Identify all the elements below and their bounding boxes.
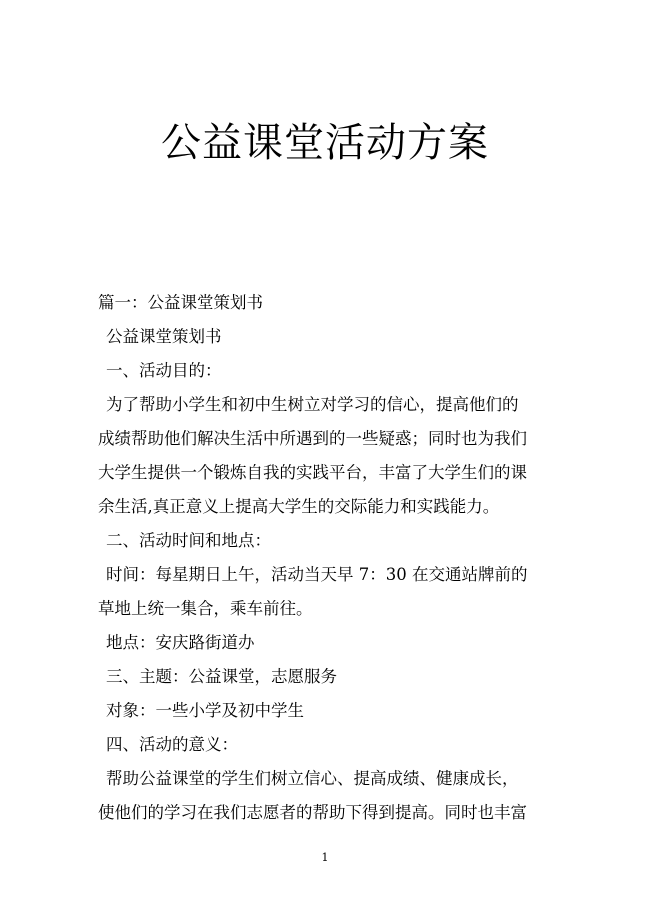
paragraph-line: 余生活,真正意义上提高大学生的交际能力和实践能力。	[98, 497, 500, 516]
section-heading-time-place: 二、活动时间和地点：	[106, 531, 271, 550]
paragraph-line: 帮助公益课堂的学生们树立信心、提高成绩、健康成长，	[106, 769, 519, 788]
paragraph-line: 时间：每星期日上午，活动当天早 7：30 在交通站牌前的	[106, 565, 528, 584]
audience-line: 对象：一些小学及初中学生	[106, 701, 304, 720]
document-body	[98, 286, 558, 830]
subtitle-line: 公益课堂策划书	[106, 327, 222, 346]
section-heading-part1: 篇一：公益课堂策划书	[98, 293, 263, 312]
section-heading-significance: 四、活动的意义：	[106, 735, 238, 754]
paragraph-line: 为了帮助小学生和初中生树立对学习的信心，提高他们的	[106, 395, 519, 414]
paragraph-line: 大学生提供一个锻炼自我的实践平台，丰富了大学生们的课	[98, 463, 527, 482]
paragraph-line: 成绩帮助他们解决生活中所遇到的一些疑惑；同时也为我们	[98, 429, 527, 448]
paragraph-line: 使他们的学习在我们志愿者的帮助下得到提高。同时也丰富	[98, 803, 527, 822]
section-heading-theme: 三、主题：公益课堂，志愿服务	[106, 667, 337, 686]
paragraph-line: 草地上统一集合，乘车前往。	[98, 599, 313, 618]
section-heading-purpose: 一、活动目的：	[106, 361, 222, 380]
location-line: 地点：安庆路街道办	[106, 633, 255, 652]
page-number: 1	[321, 851, 329, 864]
document-title: 公益课堂活动方案	[161, 120, 489, 166]
